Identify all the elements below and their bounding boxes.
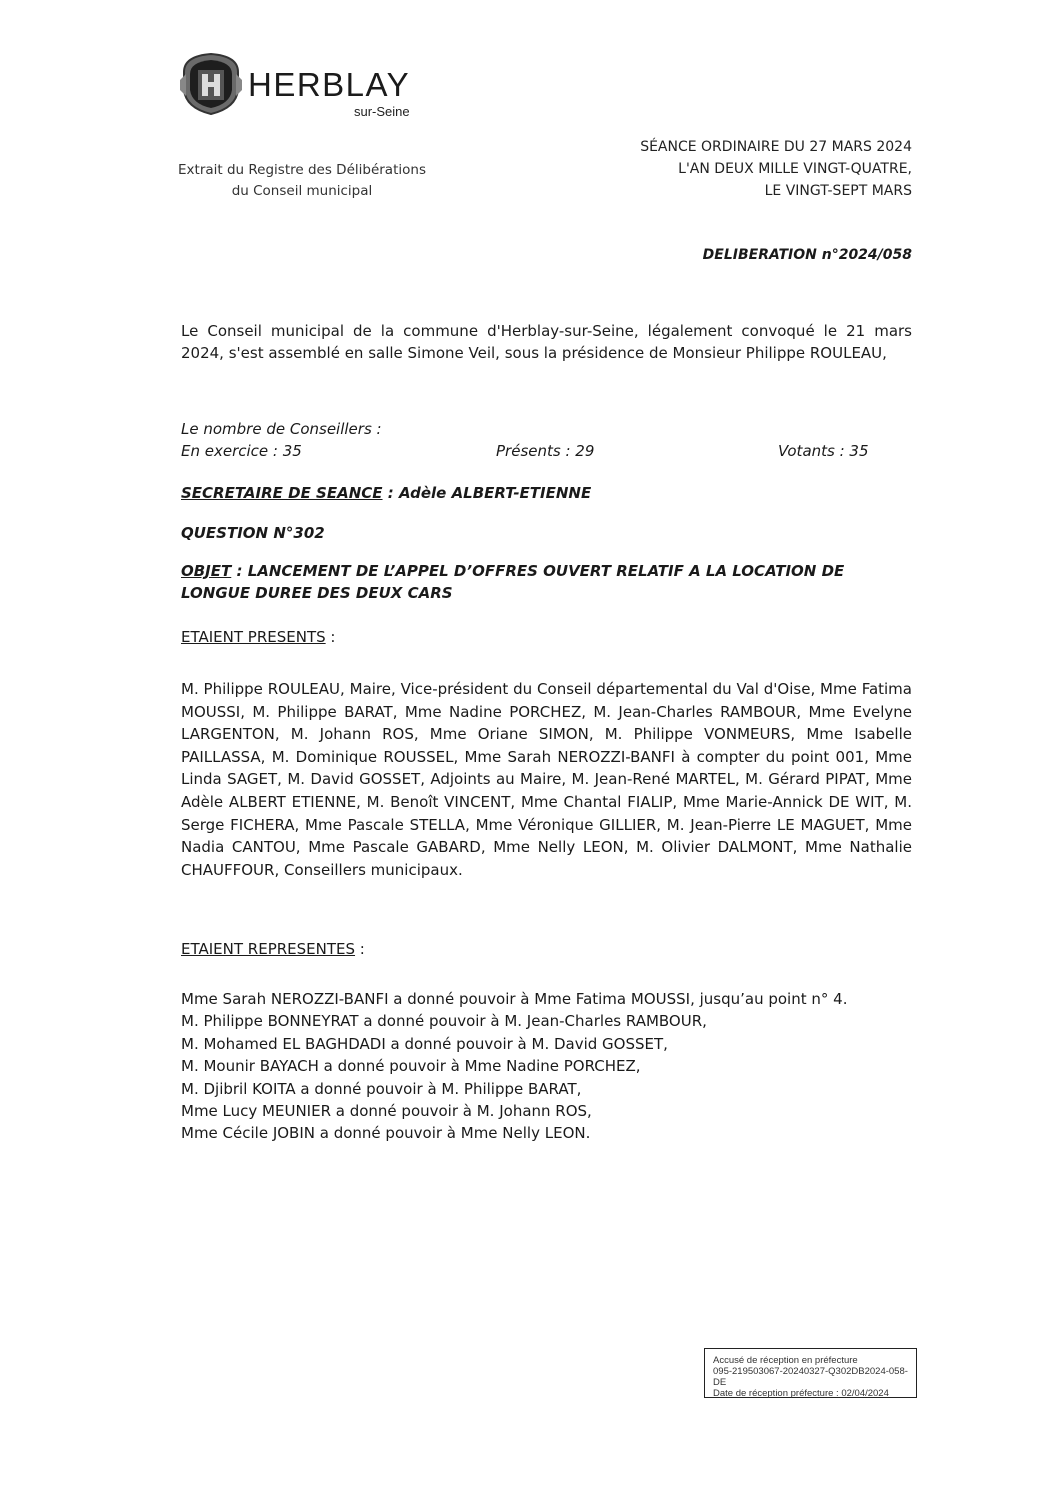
list-item: M. Mounir BAYACH a donné pouvoir à Mme Nadine PORCHEZ, (181, 1057, 641, 1076)
stamp-line-3: Date de réception préfecture : 02/04/2024 (713, 1388, 889, 1399)
conseillers-counts (181, 442, 881, 464)
question-number: QUESTION N°302 (181, 524, 325, 542)
intro-paragraph: Le Conseil municipal de la commune d'Herblay-sur-Seine, légalement convoqué le 21 mars 2024, s'est assemblé en salle Simone Veil, sous la présidence de Monsieur Philippe ROULEAU, (181, 322, 912, 362)
representes-label: ETAIENT REPRESENTES (181, 940, 356, 958)
extrait-line-2: du Conseil municipal (231, 183, 373, 199)
secretaire-label: SECRETAIRE DE SEANCE (181, 484, 383, 502)
list-item: Mme Cécile JOBIN a donné pouvoir à Mme Nelly LEON. (181, 1124, 591, 1143)
representes-list (181, 988, 847, 1145)
presents-label: ETAIENT PRESENTS (181, 628, 326, 646)
list-item: Mme Lucy MEUNIER a donné pouvoir à M. Johann ROS, (181, 1102, 592, 1121)
presents-heading (181, 628, 335, 646)
prefecture-receipt-stamp (704, 1348, 917, 1398)
herblay-crest-icon (178, 50, 244, 116)
extrait-line-1: Extrait du Registre des Délibérations (178, 162, 426, 178)
seance-line-2: L'AN DEUX MILLE VINGT-QUATRE, (678, 161, 912, 177)
seance-line-3: LE VINGT-SEPT MARS (764, 183, 912, 199)
stamp-line-1: Accusé de réception en préfecture (713, 1355, 858, 1366)
list-item: M. Djibril KOITA a donné pouvoir à M. Philippe BARAT, (181, 1079, 582, 1098)
deliberation-number: DELIBERATION n°2024/058 (702, 247, 912, 263)
objet-heading (181, 560, 912, 604)
secretaire-value: : Adèle ALBERT-ETIENNE (382, 484, 592, 502)
presents-suffix: : (325, 628, 336, 646)
representes-suffix: : (355, 940, 365, 958)
count-votants: Votants : 35 (778, 442, 869, 460)
presents-list: M. Philippe ROULEAU, Maire, Vice-président du Conseil départemental du Val d'Oise, Mme Fatima MOUSSI, M. Philippe BARAT, Mme Nadine PORCHEZ, M. Jean-Charles RAMBOUR, Mme Evelyne LARGENTON, M. Johann ROS, Mme Oriane SIMON, M. Philippe VONMEURS, Mme Isabelle PAILLASSA, M. Dominique ROUSSEL, Mme Sarah NEROZZI-BANFI à compter du point 001, Mme Linda SAGET, M. David GOSSET, Adjoints au Maire, M. Jean-René MARTEL, M. Gérard PIPAT, Mme Adèle ALBERT ETIENNE, M. Benoît VINCENT, Mme Chantal FIALIP, Mme Marie-Annick DE WIT, M. Serge FICHERA, Mme Pascale STELLA, Mme Véronique GILLIER, M. Jean-Pierre LE MAGUET, Mme Nadia CANTOU, Mme Pascale GABARD, Mme Nelly LEON, M. Olivier DALMONT, Mme Nathalie CHAUFFOUR, Conseillers municipaux. (181, 680, 912, 879)
representes-heading (181, 940, 365, 958)
seance-heading (640, 136, 912, 202)
logo-subtitle: sur-Seine (354, 104, 410, 119)
objet-value: : LANCEMENT DE L’APPEL D’OFFRES OUVERT RELATIF A LA LOCATION DE LONGUE DUREE DES DEUX CARS (181, 562, 845, 602)
seance-line-1: SÉANCE ORDINAIRE DU 27 MARS 2024 (640, 139, 912, 155)
logo-wordmark: HERBLAY (248, 66, 411, 103)
list-item: M. Philippe BONNEYRAT a donné pouvoir à M. Jean-Charles RAMBOUR, (181, 1012, 707, 1031)
count-exercice: En exercice : 35 (181, 442, 302, 460)
list-item: M. Mohamed EL BAGHDADI a donné pouvoir à M. David GOSSET, (181, 1034, 668, 1053)
registre-extract-heading (176, 160, 428, 202)
secretaire-de-seance (181, 484, 591, 502)
list-item: Mme Sarah NEROZZI-BANFI a donné pouvoir à Mme Fatima MOUSSI, jusqu’au point n° 4. (181, 990, 848, 1008)
count-presents: Présents : 29 (496, 442, 595, 460)
objet-label: OBJET (181, 562, 232, 580)
conseillers-title: Le nombre de Conseillers : (181, 420, 382, 438)
stamp-line-2: 095-219503067-20240327-Q302DB2024-058-DE (713, 1366, 908, 1388)
